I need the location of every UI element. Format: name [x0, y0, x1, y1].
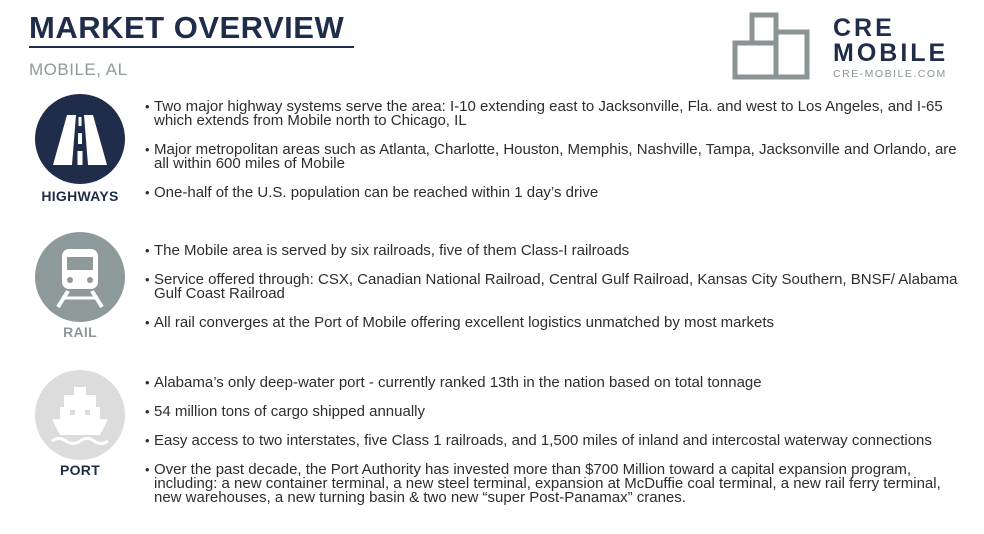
ship-icon: [48, 383, 112, 447]
list-item: • Alabama’s only deep-water port - currently ranked 13th in the nation based on total tonnage: [145, 376, 970, 390]
logo-mark-icon: [732, 12, 810, 80]
train-icon-circle: [35, 232, 125, 322]
page-subtitle: MOBILE, AL: [29, 60, 128, 79]
list-item: • All rail converges at the Port of Mobile offering excellent logistics unmatched by most markets: [145, 316, 970, 330]
rail-bullet-list: [145, 244, 970, 345]
highway-icon: [50, 109, 110, 169]
section-label-port: PORT: [59, 462, 101, 478]
list-item: • Service offered through: CSX, Canadian National Railroad, Central Gulf Railroad, Kansas City Southern, BNSF/ Alabama Gulf Coast Railroad: [145, 273, 970, 301]
list-item: • Easy access to two interstates, five Class 1 railroads, and 1,500 miles of inland and intercostal waterway connections: [145, 434, 970, 448]
port-bullet-list: [145, 376, 970, 520]
title-underline: [29, 46, 354, 48]
list-item: • Two major highway systems serve the area: I-10 extending east to Jacksonville, Fla. and west to Los Angeles, and I-65 which extends from Mobile north to Chicago, IL: [145, 100, 970, 128]
page-title: MARKET OVERVIEW: [29, 10, 345, 45]
list-item: • Over the past decade, the Port Authority has invested more than $700 Million toward a capital expansion program, including: a new container terminal, a new steel terminal, expansion at McDuffie coal terminal, a new rail ferry terminal, new warehouses, a new turning basin & two new “super Post-Panamax” cranes.: [145, 463, 970, 505]
ship-icon-circle: [35, 370, 125, 460]
list-item: • Major metropolitan areas such as Atlanta, Charlotte, Houston, Memphis, Nashville, Tampa, Jacksonville and Orlando, are all within 600 miles of Mobile: [145, 143, 970, 171]
highways-bullet-list: [145, 100, 970, 215]
section-label-highways: HIGHWAYS: [41, 188, 119, 204]
logo: [833, 16, 948, 80]
list-item: • One-half of the U.S. population can be reached within 1 day’s drive: [145, 186, 970, 200]
list-item: • 54 million tons of cargo shipped annually: [145, 405, 970, 419]
logo-url: CRE-MOBILE.COM: [833, 68, 947, 80]
highway-icon-circle: [35, 94, 125, 184]
logo-name-line1: CRE: [833, 14, 895, 42]
list-item: • The Mobile area is served by six railroads, five of them Class-I railroads: [145, 244, 970, 258]
logo-name-line2: MOBILE: [833, 39, 949, 67]
section-label-rail: RAIL: [63, 324, 97, 340]
train-icon: [50, 245, 110, 309]
